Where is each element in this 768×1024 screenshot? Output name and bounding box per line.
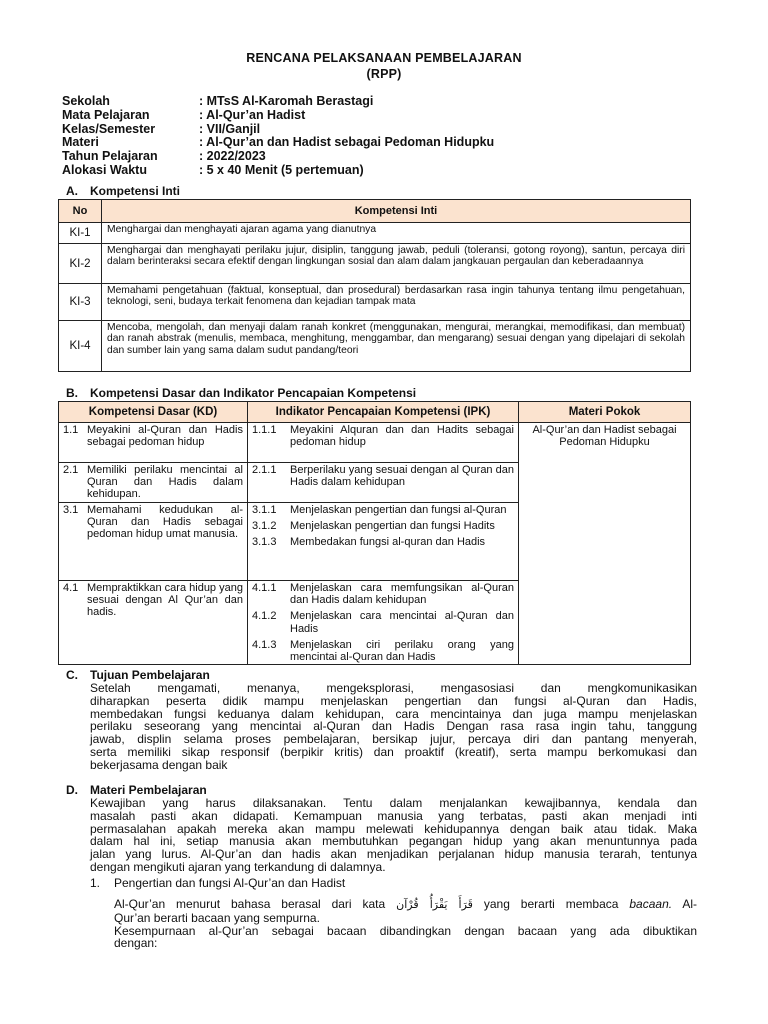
ipk-number: 4.1.1 (252, 582, 277, 594)
kd-text: Memahami kedudukan al-Quran dan Hadis sebagai pedoman hidup umat manusia. (87, 504, 243, 541)
ki-number: KI-4 (59, 321, 102, 372)
paragraph-line: jawab, displin selama proses pembelajaran, bersikap jujur, percaya diri dan pantang menyerah, (90, 732, 697, 747)
arabic-text: قَرَأَ يَقْرَأُ قُرْآن (396, 898, 473, 911)
ipk-cell (248, 581, 519, 665)
ipk-text: Membedakan fungsi al-quran dan Hadis (290, 536, 486, 549)
subsection-title: Pengertian dan fungsi Al-Qur’an dan Hadist (114, 876, 346, 890)
kompetensi-inti-table (58, 199, 691, 372)
identity-row (62, 109, 494, 123)
paragraph-line: dengan: (114, 936, 158, 951)
paragraph-line: Kesempurnaan al-Qur’an sebagai bacaan dibandingkan dengan bacaan yang ada dibuktikan (114, 923, 697, 938)
paragraph-line: masalah pasti akan didapati. Kemampuan manusia yang terbatas, pasti akan menjadi inti (90, 808, 697, 823)
ipk-cell (248, 503, 519, 581)
paragraph-line: permasalahan apakah mereka akan mampu melewati kehidupannya dengan baik atau tidak. Maka (90, 821, 697, 836)
identity-row (62, 123, 494, 137)
italic-term: bacaan. (629, 897, 673, 911)
identity-value: : VII/Ganjil (199, 121, 261, 136)
kd-text: Memiliki perilaku mencintai al Quran dan Hadis dalam kehidupan. (87, 464, 243, 501)
section-a-heading (66, 184, 180, 198)
section-letter: A. (66, 184, 78, 198)
kd-cell (59, 581, 248, 665)
document-title: RENCANA PELAKSANAAN PEMBELAJARAN (246, 51, 522, 65)
ipk-text: Berperilaku yang sesuai dengan al Quran dan Hadis dalam kehidupan (290, 464, 514, 489)
ki-number: KI-3 (59, 284, 102, 321)
paragraph-line: membedakan fungsi keduanya dalam kehidupan, cara mencintainya dan juga mampu menjelaskan (90, 706, 697, 721)
header-ipk: Indikator Pencapaian Kompetensi (IPK) (248, 402, 519, 423)
section-title: Materi Pembelajaran (90, 783, 207, 797)
ipk-text: Menjelaskan cara mencintai al-Quran dan Hadis (290, 610, 514, 635)
header-no: No (59, 200, 102, 223)
kd-number: 1.1 (63, 424, 79, 436)
header-kompetensi-inti: Kompetensi Inti (102, 200, 691, 223)
paragraph-line: dalam hal ini, setiap manusia akan membutuhkan pegangan hidup yang akan menuntunnya pada (90, 834, 697, 849)
text-fragment: Al- (682, 897, 698, 911)
paragraph-line: dengan mengikuti ajaran yang terkandung di dalamnya. (90, 859, 386, 874)
table-row (59, 244, 691, 284)
ipk-number: 2.1.1 (252, 464, 277, 476)
identity-label: Tahun Pelajaran (62, 149, 158, 164)
paragraph-line: bekerjasama dengan baik (90, 757, 228, 772)
ki-number: KI-2 (59, 244, 102, 284)
identity-label: Mata Pelajaran (62, 107, 150, 122)
paragraph-line: Setelah mengamati, menanya, mengeksplorasi, mengasosiasi dan mengkomunikasikan (90, 681, 697, 695)
identity-label: Kelas/Semester (62, 121, 156, 136)
identity-label: Sekolah (62, 94, 110, 108)
materi-paragraph (90, 797, 697, 874)
kd-cell (59, 423, 248, 463)
kd-text: Mempraktikkan cara hidup yang sesuai dengan Al Qur’an dan hadis. (87, 582, 243, 619)
section-letter: D. (66, 783, 78, 797)
section-letter: B. (66, 386, 78, 400)
kd-ipk-table (58, 401, 691, 665)
kd-number: 3.1 (63, 504, 79, 516)
identity-row (62, 150, 494, 164)
table-row (59, 423, 691, 463)
paragraph-line: perilaku seseorang yang mencintai al-Quran dan Hadis Dengan rasa rasa ingin tahu, tanggung (90, 719, 697, 734)
subsection-heading (90, 876, 345, 890)
ipk-cell (248, 423, 519, 463)
table-row (59, 321, 691, 372)
ipk-text: Meyakini Alquran dan dan Hadits sebagai pedoman hidup (290, 424, 514, 449)
ipk-number: 3.1.3 (252, 536, 277, 549)
ipk-text: Menjelaskan pengertian dan fungsi al-Quran (290, 504, 507, 516)
table-row (59, 223, 691, 244)
identity-row (62, 95, 494, 109)
ipk-number: 1.1.1 (252, 424, 277, 436)
identity-value: : Al-Qur’an Hadist (199, 107, 306, 122)
paragraph-line (114, 898, 697, 912)
section-title: Kompetensi Inti (90, 184, 181, 198)
identity-block (62, 95, 494, 178)
ki-description: Menghargai dan menghayati perilaku jujur, disiplin, tanggung jawab, peduli (toleransi, gotong royong), santun, percaya diri dalam berinteraksi secara efektif dengan lingkungan sosial dan alam dalam jangkauan pergaulan dan keberadaannya (102, 244, 691, 284)
ipk-number: 3.1.2 (252, 520, 277, 533)
ipk-text: Menjelaskan cara memfungsikan al-Quran dan Hadis dalam kehidupan (290, 582, 514, 607)
identity-row (62, 164, 494, 178)
section-title: Kompetensi Dasar dan Indikator Pencapaian Kompetensi (90, 386, 417, 400)
ipk-number: 4.1.2 (252, 610, 277, 623)
ipk-cell (248, 463, 519, 503)
text-fragment: yang berarti membaca (483, 897, 619, 911)
paragraph-line: serta memiliki sikap responsif (berpikir kritis) dan proaktif (kreatif), serta mampu berkomukasi dan (90, 744, 697, 759)
ki-number: KI-1 (59, 223, 102, 244)
quran-definition-paragraph (114, 898, 697, 950)
identity-label: Materi (62, 135, 99, 150)
paragraph-line: Qur’an berarti bacaan yang sempurna. (114, 910, 320, 925)
text-fragment: Al-Qur’an menurut bahasa berasal dari kata (114, 897, 386, 911)
section-d-heading (66, 783, 207, 797)
table-row (59, 284, 691, 321)
ki-description: Menghargai dan menghayati ajaran agama yang dianutnya (102, 223, 691, 244)
section-c-heading (66, 668, 210, 682)
table-header-row (59, 200, 691, 223)
paragraph-line: Kewajiban yang harus dilaksanakan. Tentu dalam menjalankan kewajibannya, kendala dan (90, 796, 697, 810)
table-header-row (59, 402, 691, 423)
section-letter: C. (66, 668, 78, 682)
kd-cell (59, 463, 248, 503)
tujuan-paragraph (90, 682, 697, 772)
ipk-text: Menjelaskan ciri perilaku orang yang mencintai al-Quran dan Hadis (290, 638, 514, 664)
identity-row (62, 136, 494, 150)
paragraph-line: jalan yang lurus. Al-Qur’an dan hadis akan menjadikan perjalanan hidup manusia terarah, tentunya (90, 847, 697, 862)
ipk-number: 3.1.1 (252, 504, 277, 516)
identity-label: Alokasi Waktu (62, 162, 147, 177)
identity-value: : MTsS Al-Karomah Berastagi (199, 94, 374, 108)
ipk-text: Menjelaskan pengertian dan fungsi Hadits (290, 520, 495, 533)
identity-value: : 5 x 40 Menit (5 pertemuan) (199, 162, 364, 177)
identity-value: : Al-Qur’an dan Hadist sebagai Pedoman Hidupku (199, 135, 495, 150)
ki-description: Memahami pengetahuan (faktual, konseptual, dan prosedural) berdasarkan rasa ingin tahunya tentang ilmu pengetahuan, teknologi, seni, budaya terkait fenomena dan kejadian tampak mata (102, 284, 691, 321)
identity-value: : 2022/2023 (199, 149, 266, 164)
kd-number: 4.1 (63, 582, 79, 594)
ipk-number: 4.1.3 (252, 638, 277, 651)
kd-text: Meyakini al-Quran dan Hadis sebagai pedoman hidup (87, 424, 243, 449)
header-kd: Kompetensi Dasar (KD) (59, 402, 248, 423)
subsection-number: 1. (90, 876, 101, 890)
document-subtitle: (RPP) (366, 67, 402, 81)
section-title: Tujuan Pembelajaran (90, 668, 210, 682)
section-b-heading (66, 386, 416, 400)
kd-number: 2.1 (63, 464, 79, 476)
ki-description: Mencoba, mengolah, dan menyaji dalam ranah konkret (menggunakan, mengurai, merangkai, memodifikasi, dan membuat) dan ranah abstrak (menulis, membaca, menghitung, menggambar, dan mengarang) sesuai dengan yang dipelajari di sekolah dan sumber lain yang sama dalam sudut pandang/teori (102, 321, 691, 372)
materi-pokok: Al-Qur’an dan Hadist sebagai Pedoman Hidupku (519, 423, 691, 665)
header-materi: Materi Pokok (519, 402, 691, 423)
kd-cell (59, 503, 248, 581)
paragraph-line: diharapkan peserta didik mampu menjelaskan pengertian dan fungsi al-Quran dan Hadis, (90, 693, 697, 708)
